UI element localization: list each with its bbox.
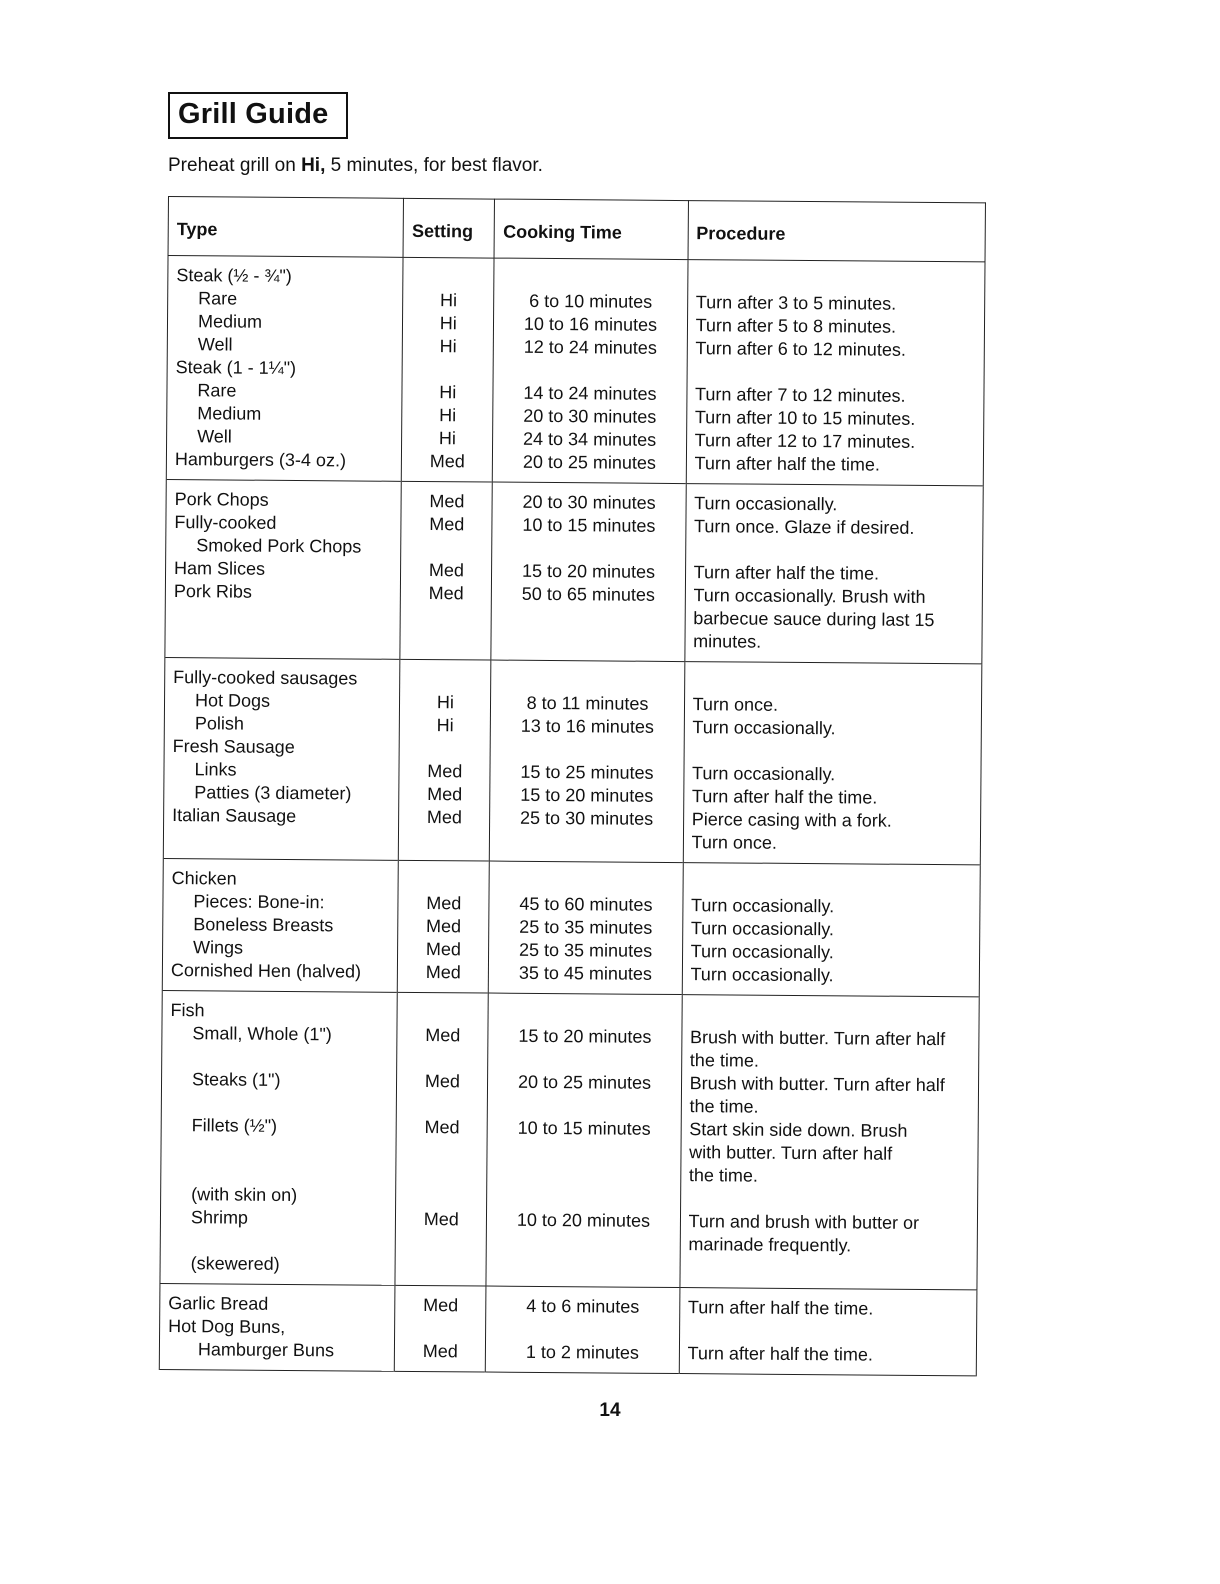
procedure-text: Turn occasionally. — [690, 964, 834, 986]
procedure-text: Turn once. — [691, 832, 778, 853]
setting-value: Med — [428, 583, 464, 604]
cooking-time-value: 15 to 20 minutes — [520, 784, 654, 806]
procedure-text: Turn after half the time. — [687, 1343, 874, 1365]
cell-time — [491, 482, 686, 662]
row-spacer — [495, 1232, 671, 1256]
row-spacer — [169, 1137, 387, 1162]
procedure-spacer — [696, 268, 977, 293]
cooking-time-value: 15 to 20 minutes — [518, 1025, 652, 1047]
cooking-time-value — [498, 870, 674, 894]
table-row — [166, 256, 985, 486]
cooking-time-value: 12 to 24 minutes — [523, 336, 657, 358]
page-title: Grill Guide — [168, 92, 348, 139]
setting-value: Med — [429, 514, 465, 535]
setting-value — [412, 266, 486, 290]
procedure-text: Turn after 12 to 17 minutes. — [694, 430, 916, 452]
type-label: Pork Chops — [174, 489, 269, 510]
cell-setting — [399, 659, 492, 861]
setting-value: Med — [422, 1341, 458, 1362]
page-number: 14 — [599, 1400, 621, 1421]
type-label: Rare — [198, 288, 238, 309]
type-label: Garlic Bread — [168, 1293, 269, 1314]
cell-type — [166, 256, 403, 482]
procedure-spacer — [691, 871, 972, 896]
table-row — [163, 657, 982, 864]
setting-value: Hi — [436, 715, 454, 736]
table-row — [165, 479, 983, 663]
table-group — [165, 479, 983, 663]
procedure-text: Brush with butter. Turn after half — [689, 1073, 945, 1096]
cooking-time-value: 14 to 24 minutes — [523, 382, 657, 404]
procedure-text: Turn once. Glaze if desired. — [693, 516, 915, 538]
type-label: Boneless Breasts — [193, 914, 334, 936]
cooking-time-value: 50 to 65 minutes — [521, 583, 656, 605]
type-label: Ham Slices — [173, 558, 266, 579]
cell-time — [490, 660, 685, 863]
type-label: Steak (½ - ¾") — [176, 265, 292, 286]
cooking-time-value: 13 to 16 minutes — [520, 715, 654, 737]
type-label: Chicken — [171, 868, 237, 889]
setting-value — [404, 1185, 478, 1209]
row-spacer — [500, 629, 676, 653]
procedure-text: Turn occasionally. — [690, 941, 834, 963]
table-header-row — [168, 197, 985, 262]
header-cooking-time: Cooking Time — [494, 199, 688, 260]
type-label: Medium — [197, 311, 263, 332]
row-spacer — [500, 606, 676, 630]
setting-value — [406, 1001, 480, 1025]
setting-value — [404, 1254, 478, 1278]
procedure-text: Turn occasionally. — [690, 895, 835, 917]
setting-value: Hi — [439, 336, 457, 357]
type-label: Steaks (1") — [191, 1069, 281, 1090]
setting-value: Hi — [439, 382, 457, 403]
row-spacer — [496, 1094, 672, 1118]
setting-value: Med — [427, 784, 463, 805]
header-procedure: Procedure — [688, 201, 986, 262]
cooking-time-value: 1 to 2 minutes — [525, 1341, 640, 1363]
row-spacer — [407, 829, 481, 853]
cooking-time-value: 45 to 60 minutes — [519, 893, 653, 915]
cell-procedure — [683, 662, 982, 865]
type-label: Shrimp — [190, 1207, 249, 1228]
cooking-time-value: 10 to 15 minutes — [517, 1117, 651, 1139]
setting-value: Hi — [438, 428, 457, 449]
procedure-spacer — [693, 670, 974, 695]
procedure-text: the time. — [688, 1165, 759, 1186]
procedure-text: Turn after 5 to 8 minutes. — [695, 315, 897, 337]
procedure-text: Turn after half the time. — [694, 453, 881, 475]
procedure-spacer — [690, 1003, 971, 1028]
cell-type — [165, 479, 402, 659]
row-spacer — [405, 1047, 479, 1071]
cell-time — [493, 258, 688, 484]
cell-time — [489, 861, 683, 995]
type-label: Polish — [194, 713, 244, 734]
cell-type — [162, 858, 398, 992]
procedure-spacer — [694, 538, 975, 563]
cooking-time-value: 8 to 11 minutes — [526, 692, 649, 714]
type-label: Pork Ribs — [173, 581, 253, 602]
procedure-text: Turn occasionally. — [692, 717, 836, 739]
cell-time — [486, 993, 682, 1288]
type-label: Fillets (½") — [191, 1115, 278, 1136]
procedure-text: Brush with butter. Turn after half — [689, 1027, 946, 1050]
row-spacer — [169, 1229, 387, 1254]
type-label: Small, Whole (1") — [192, 1023, 332, 1045]
row-spacer — [497, 1048, 673, 1072]
cooking-time-value — [494, 1318, 670, 1342]
type-label: Italian Sausage — [172, 805, 297, 827]
procedure-text: with butter. Turn after half — [689, 1142, 893, 1164]
table-group — [159, 1283, 977, 1375]
setting-value: Med — [424, 1071, 460, 1092]
setting-value — [411, 358, 485, 382]
procedure-text: Turn after half the time. — [691, 786, 878, 808]
cooking-time-value: 20 to 25 minutes — [517, 1071, 652, 1093]
type-label: Hamburgers (3-4 oz.) — [174, 449, 347, 471]
cooking-time-value: 4 to 6 minutes — [526, 1295, 640, 1317]
procedure-spacer — [689, 1187, 970, 1212]
setting-value: Med — [426, 916, 462, 937]
type-label: (with skin on) — [191, 1184, 298, 1206]
procedure-text: Pierce casing with a fork. — [691, 809, 892, 831]
cell-procedure — [680, 995, 980, 1290]
row-spacer — [404, 1231, 478, 1255]
procedure-text: Turn occasionally. Brush with — [693, 585, 926, 607]
cooking-time-value: 25 to 30 minutes — [520, 807, 654, 829]
intro-text: Preheat grill on Hi, 5 minutes, for best flavor. — [168, 155, 543, 176]
cell-setting — [395, 1285, 487, 1372]
procedure-text: Turn once. — [692, 694, 779, 715]
type-label: Hot Dogs — [194, 690, 271, 711]
setting-value: Med — [426, 807, 463, 828]
table-row — [159, 1283, 977, 1375]
table-row — [162, 858, 980, 996]
type-label: Wings — [193, 937, 244, 958]
procedure-text: Turn after 6 to 12 minutes. — [695, 338, 906, 360]
cooking-time-value — [495, 1255, 671, 1279]
row-spacer — [405, 1162, 479, 1186]
cooking-time-value: 35 to 45 minutes — [518, 962, 653, 984]
procedure-text: Turn after half the time. — [687, 1297, 874, 1319]
procedure-text: Turn after 7 to 12 minutes. — [695, 384, 906, 406]
type-label: Fresh Sausage — [172, 736, 295, 758]
setting-value: Med — [426, 893, 462, 914]
cooking-time-value: 15 to 20 minutes — [521, 560, 656, 582]
header-setting: Setting — [403, 198, 495, 258]
cooking-time-value: 15 to 25 minutes — [520, 761, 654, 783]
table-group — [162, 858, 980, 996]
procedure-spacer — [688, 1319, 969, 1344]
cooking-time-value — [501, 537, 677, 561]
procedure-text: Turn after 10 to 15 minutes. — [694, 407, 916, 429]
setting-value: Hi — [436, 692, 454, 713]
setting-value: Med — [425, 1025, 461, 1046]
setting-value: Hi — [439, 405, 457, 426]
table-group — [166, 256, 985, 486]
type-label: Well — [197, 426, 232, 447]
setting-value: Med — [425, 962, 461, 983]
setting-value: Med — [429, 451, 465, 472]
cooking-time-value — [497, 1002, 673, 1026]
cooking-time-value: 10 to 20 minutes — [516, 1209, 651, 1231]
row-spacer — [170, 1045, 388, 1070]
row-spacer — [405, 1139, 479, 1163]
setting-value: Med — [425, 939, 462, 960]
procedure-text: minutes. — [693, 631, 762, 652]
procedure-text: Turn after half the time. — [693, 562, 880, 584]
procedure-text: Turn occasionally. — [692, 763, 836, 785]
row-spacer — [174, 603, 392, 628]
row-spacer — [405, 1093, 479, 1117]
cell-setting — [402, 257, 495, 482]
setting-value: Med — [424, 1117, 460, 1138]
type-label: Smoked Pork Chops — [196, 535, 362, 557]
cooking-time-value: 10 to 15 minutes — [522, 514, 656, 536]
cooking-time-value: 24 to 34 minutes — [522, 428, 657, 450]
row-spacer — [170, 1091, 388, 1116]
procedure-text: Turn and brush with butter or — [688, 1211, 920, 1233]
type-label: Cornished Hen (halved) — [170, 960, 362, 982]
row-spacer — [496, 1163, 672, 1187]
cell-procedure — [679, 1288, 977, 1376]
procedure-text: Turn occasionally. — [694, 493, 838, 515]
procedure-spacer — [692, 739, 973, 764]
procedure-text: barbecue sauce during last 15 — [693, 608, 935, 631]
row-spacer — [498, 830, 674, 854]
type-label: Patties (3 diameter) — [194, 782, 352, 804]
cooking-time-value: 20 to 30 minutes — [523, 405, 657, 427]
cooking-time-value: 20 to 25 minutes — [522, 451, 657, 473]
table-group — [160, 990, 979, 1289]
cell-setting — [395, 992, 488, 1286]
procedure-text: marinade frequently. — [688, 1234, 852, 1256]
row-spacer — [409, 605, 483, 629]
type-label: Hamburger Buns — [197, 1339, 335, 1361]
cooking-time-value — [503, 267, 679, 291]
setting-value: Med — [427, 761, 463, 782]
cell-type — [160, 990, 398, 1285]
setting-value: Med — [423, 1295, 459, 1316]
setting-value — [408, 737, 482, 761]
cooking-time-value: 25 to 35 minutes — [518, 939, 653, 961]
type-label: (skewered) — [190, 1253, 280, 1274]
table-group — [163, 657, 982, 864]
cooking-time-value: 6 to 10 minutes — [529, 290, 653, 312]
procedure-text: Turn after 3 to 5 minutes. — [695, 292, 897, 314]
type-label: Hot Dog Buns, — [168, 1316, 286, 1337]
row-spacer — [172, 827, 390, 852]
type-label: Rare — [197, 380, 237, 401]
type-label: Pieces: Bone-in: — [193, 891, 325, 913]
setting-value: Med — [429, 491, 465, 512]
cell-type — [163, 657, 400, 860]
setting-value — [407, 869, 481, 893]
type-label: Steak (1 - 1¼") — [175, 357, 297, 379]
procedure-text: Start skin side down. Brush — [689, 1119, 908, 1141]
header-type: Type — [168, 197, 404, 258]
cell-setting — [398, 860, 490, 993]
type-label: Medium — [197, 403, 262, 424]
setting-value: Med — [423, 1209, 459, 1230]
setting-value: Hi — [439, 313, 457, 334]
type-label: Well — [197, 334, 233, 355]
cooking-time-value — [495, 1186, 671, 1210]
cell-time — [486, 1286, 680, 1374]
cooking-time-value — [499, 738, 675, 762]
procedure-spacer — [688, 1256, 969, 1281]
procedure-text: the time. — [689, 1050, 759, 1071]
cell-procedure — [686, 260, 985, 486]
grill-guide-table — [159, 196, 986, 1376]
type-label: Fully-cooked sausages — [173, 667, 358, 689]
row-spacer — [409, 628, 483, 652]
type-label: Links — [194, 759, 237, 780]
procedure-text: Turn occasionally. — [690, 918, 835, 940]
cell-setting — [400, 481, 493, 660]
setting-value — [409, 536, 483, 560]
procedure-text: the time. — [689, 1096, 759, 1117]
setting-value: Med — [428, 560, 464, 581]
setting-value: Hi — [439, 290, 458, 311]
cell-procedure — [682, 863, 980, 997]
row-spacer — [169, 1160, 387, 1185]
cell-procedure — [684, 484, 983, 664]
cooking-time-value: 25 to 35 minutes — [519, 916, 653, 938]
cooking-time-value — [500, 669, 676, 693]
table-row — [160, 990, 979, 1289]
row-spacer — [496, 1140, 672, 1164]
cooking-time-value: 10 to 16 minutes — [523, 313, 658, 335]
row-spacer — [173, 626, 391, 651]
setting-value — [403, 1317, 477, 1341]
procedure-spacer — [695, 360, 976, 385]
cooking-time-value: 20 to 30 minutes — [522, 491, 656, 513]
type-label: Fish — [170, 1000, 205, 1021]
cooking-time-value — [502, 359, 678, 383]
cell-type — [159, 1283, 395, 1371]
setting-value — [408, 668, 482, 692]
type-label: Fully-cooked — [174, 512, 277, 533]
